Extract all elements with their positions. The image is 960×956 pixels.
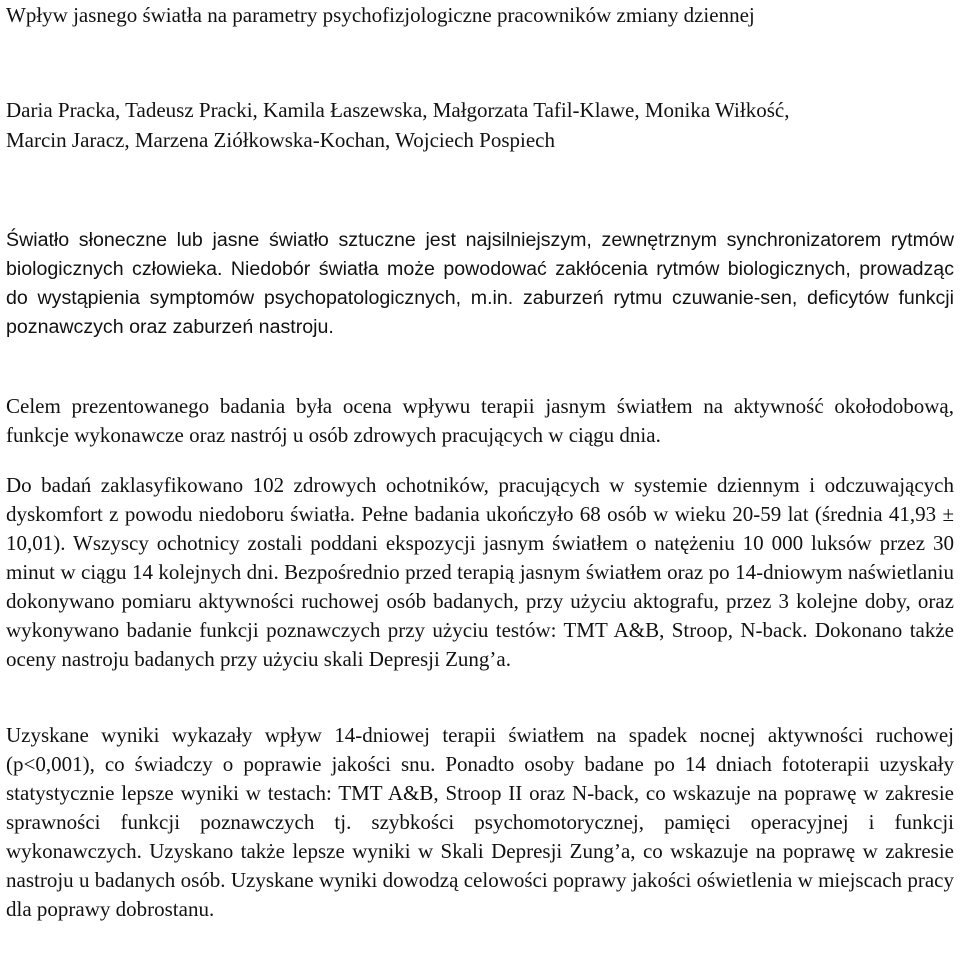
paper-title: Wpływ jasnego światła na parametry psychofizjologiczne pracowników zmiany dziennej [6,3,755,27]
author-line: Daria Pracka, Tadeusz Pracki, Kamila Łaszewska, Małgorzata Tafil-Klawe, Monika Wiłkość, [6,98,790,122]
abstract-results-paragraph: Uzyskane wyniki wykazały wpływ 14-dniowej terapii światłem na spadek nocnej aktywności ruchowej (p<0,001), co świadczy o poprawie jakości snu. Ponadto osoby badane po 14 dniach fototerapii uzyskały statystycznie lepsze wyniki w testach: TMT A&B, Stroop II oraz N-back, co wskazuje na poprawę w zakresie sprawności funkcji poznawczych tj. szybkości psychomotorycznej, pamięci operacyjnej i funkcji wykonawczych. Uzyskano także lepsze wyniki w Skali Depresji Zung’a, co wskazuje na poprawę w zakresie nastroju u badanych osób. Uzyskane wyniki dowodzą celowości poprawy jakości oświetlenia w miejscach pracy dla poprawy dobrostanu. [6,723,954,921]
abstract-introduction-paragraph: Światło słoneczne lub jasne światło sztuczne jest najsilniejszym, zewnętrznym synchronizatorem rytmów biologicznych człowieka. Niedobór światła może powodować zakłócenia rytmów biologicznych, prowadząc do wystąpienia symptomów psychopatologicznych, m.in. zaburzeń rytmu czuwanie-sen, deficytów funkcji poznawczych oraz zaburzeń nastroju. [6,229,954,338]
abstract-aim-paragraph: Celem prezentowanego badania była ocena wpływu terapii jasnym światłem na aktywność okołodobową, funkcje wykonawcze oraz nastrój u osób zdrowych pracujących w ciągu dnia. [6,394,954,447]
abstract-methods-paragraph: Do badań zaklasyfikowano 102 zdrowych ochotników, pracujących w systemie dziennym i odczuwających dyskomfort z powodu niedoboru światła. Pełne badania ukończyło 68 osób w wieku 20-59 lat (średnia 41,93 ± 10,01). Wszyscy ochotnicy zostali poddani ekspozycji jasnym światłem o natężeniu 10 000 luksów przez 30 minut w ciągu 14 kolejnych dni. Bezpośrednio przed terapią jasnym światłem oraz po 14-dniowym naświetlaniu dokonywano pomiaru aktywności ruchowej osób badanych, przy użyciu aktografu, przez 3 kolejne doby, oraz wykonywano badanie funkcji poznawczych przy użyciu testów: TMT A&B, Stroop, N-back. Dokonano także oceny nastroju badanych przy użyciu skali Depresji Zung’a. [6,473,954,671]
author-line: Marcin Jaracz, Marzena Ziółkowska-Kochan, Wojciech Pospiech [6,128,555,152]
author-list [6,95,789,155]
